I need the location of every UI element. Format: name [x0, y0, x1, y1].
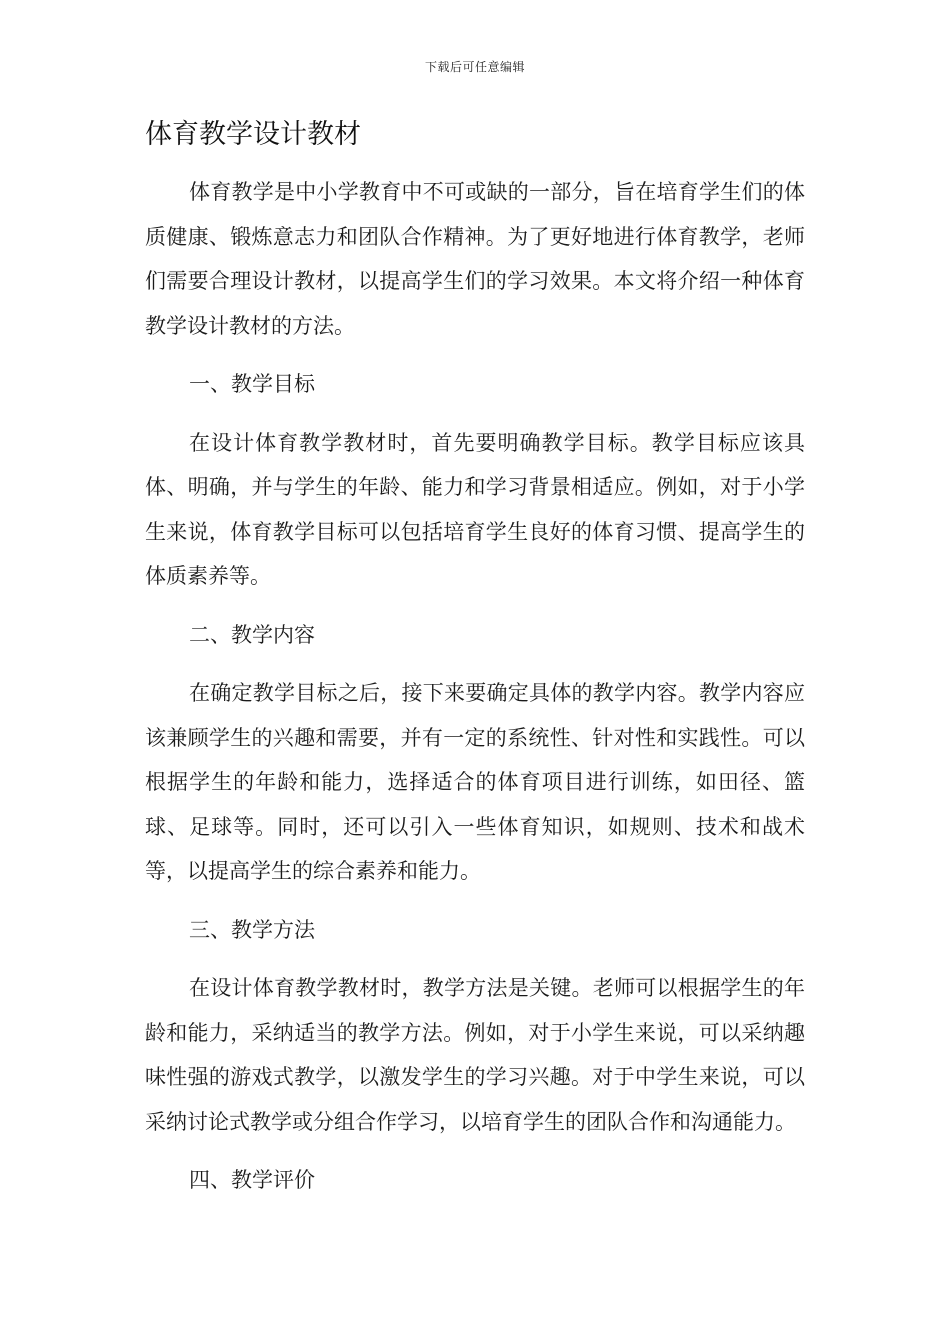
- section-body-content: 在确定教学目标之后，接下来要确定具体的教学内容。教学内容应该兼顾学生的兴趣和需要，并有一定的系统性、针对性和实践性。可以根据学生的年龄和能力，选择适合的体育项目进行训练，如田径、篮球、足球等。同时，还可以引入一些体育知识，如规则、技术和战术等，以提高学生的综合素养和能力。: [145, 681, 805, 883]
- section-heading-methods: 三、教学方法: [189, 917, 315, 942]
- document-body: [145, 112, 805, 1217]
- header-note: 下载后可任意编辑: [424, 60, 525, 74]
- section-heading-goals: 一、教学目标: [189, 372, 315, 396]
- section-heading-evaluation: 四、教学评价: [189, 1168, 315, 1192]
- intro-paragraph: 体育教学是中小学教育中不可或缺的一部分，旨在培育学生们的体质健康、锻炼意志力和团队合作精神。为了更好地进行体育教学，老师们需要合理设计教材，以提高学生们的学习效果。本文将介绍一种体育教学设计教材的方法。: [145, 180, 805, 338]
- section-body-goals: 在设计体育教学教材时，首先要明确教学目标。教学目标应该具体、明确，并与学生的年龄、能力和学习背景相适应。例如，对于小学生来说，体育教学目标可以包括培育学生良好的体育习惯、提高学生的体质素养等。: [145, 430, 805, 588]
- section-heading-content: 二、教学内容: [189, 622, 315, 647]
- section-body-methods: 在设计体育教学教材时，教学方法是关键。老师可以根据学生的年龄和能力，采纳适当的教学方法。例如，对于小学生来说，可以采纳趣味性强的游戏式教学，以激发学生的学习兴趣。对于中学生来说，可以采纳讨论式教学或分组合作学习，以培育学生的团队合作和沟通能力。: [145, 976, 805, 1134]
- document-title: 体育教学设计教材: [145, 119, 361, 150]
